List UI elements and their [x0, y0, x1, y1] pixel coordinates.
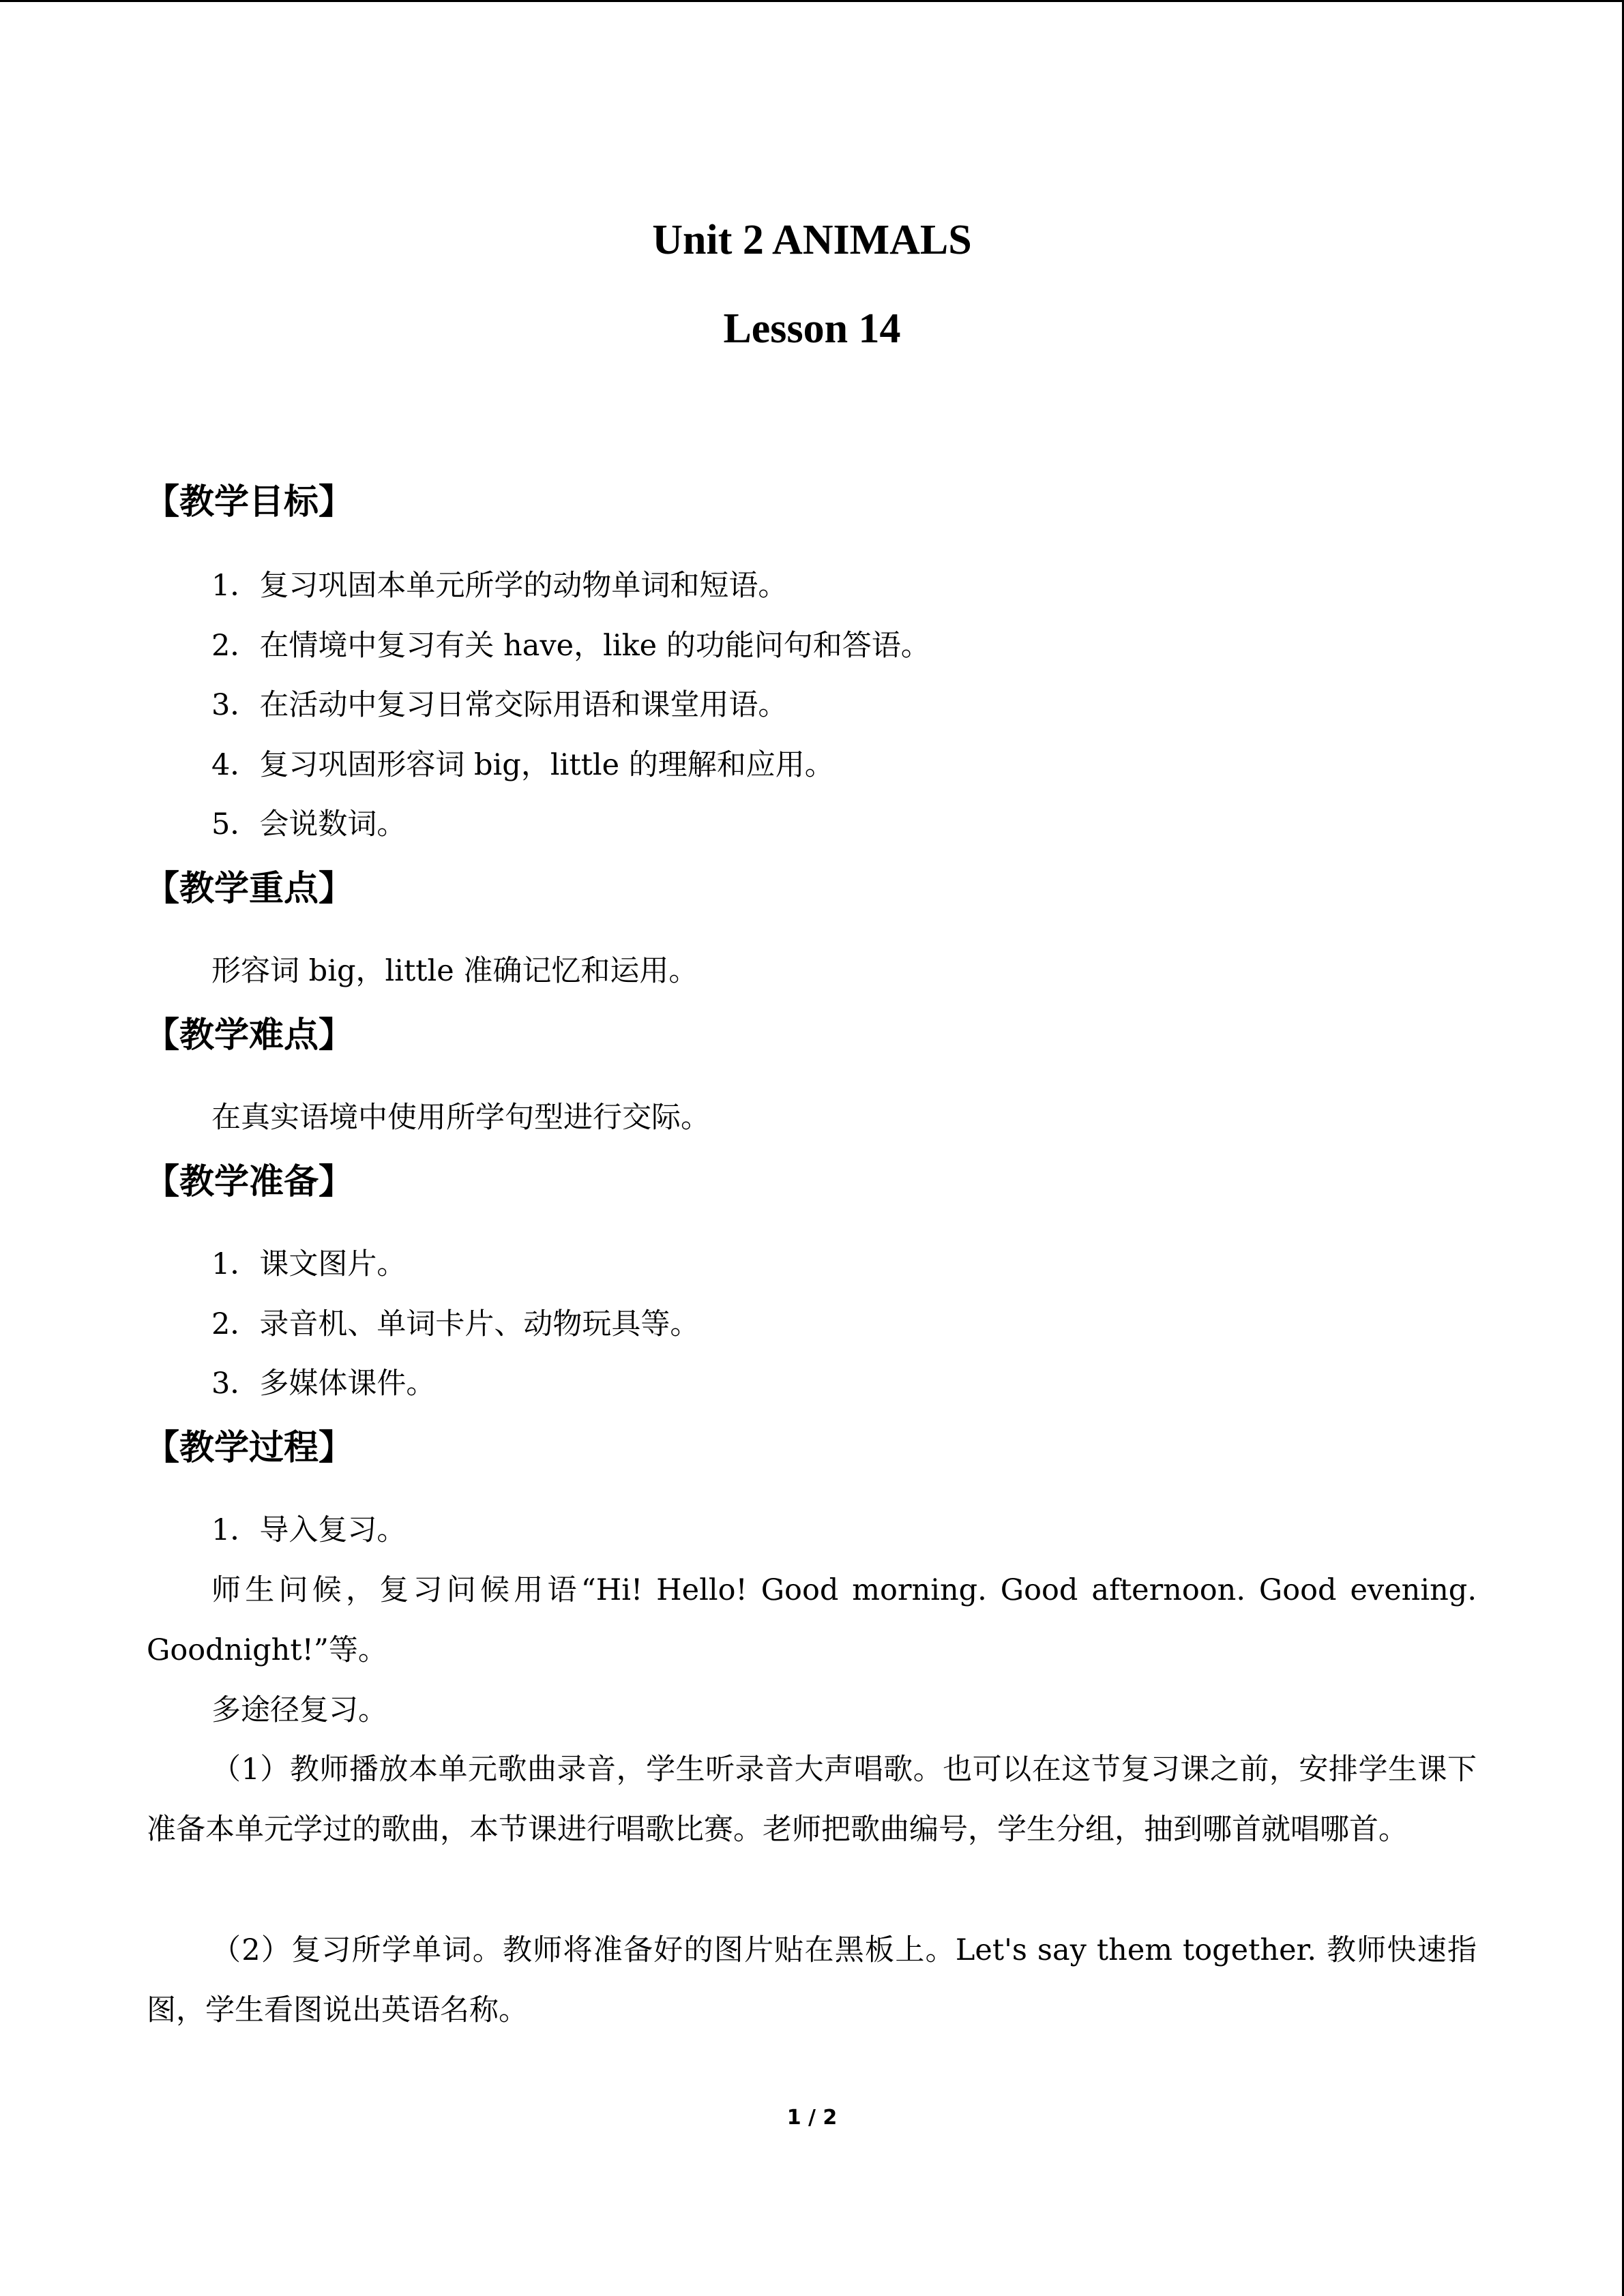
- process-sub-item-1: （1）教师播放本单元歌曲录音，学生听录音大声唱歌。也可以在这节复习课之前，安排学生课下准备本单元学过的歌曲，本节课进行唱歌比赛。老师把歌曲编号，学生分组，抽到哪首就唱哪首。: [147, 1753, 1477, 1847]
- heading-key-points: 【教学重点】: [145, 869, 354, 909]
- difficulties-text: 在真实语境中使用所学句型进行交际。: [211, 1101, 710, 1135]
- objective-item: 3．在活动中复习日常交际用语和课堂用语。: [211, 688, 788, 722]
- preparation-item: 3．多媒体课件。: [211, 1367, 436, 1401]
- process-sub-item-2: （2）复习所学单词。教师将准备好的图片贴在黑板上。Let's say them together. 教师快速指图，学生看图说出英语名称。: [147, 1933, 1477, 2027]
- process-greeting-paragraph: 师生问候，复习问候用语“Hi! Hello! Good morning. Good afternoon. Good evening. Goodnight!”等。: [147, 1573, 1477, 1667]
- preparation-item: 2．录音机、单词卡片、动物玩具等。: [211, 1307, 700, 1341]
- heading-preparation: 【教学准备】: [145, 1162, 354, 1202]
- objective-item: 1．复习巩固本单元所学的动物单词和短语。: [211, 569, 788, 603]
- process-step-1: 1．导入复习。: [211, 1513, 407, 1547]
- objective-item: 4．复习巩固形容词 big，little 的理解和应用。: [211, 748, 834, 782]
- document-title: Unit 2 ANIMALS: [652, 217, 972, 263]
- heading-difficulties: 【教学难点】: [145, 1015, 354, 1056]
- document-subtitle: Lesson 14: [723, 305, 901, 352]
- preparation-item: 1．课文图片。: [211, 1247, 407, 1281]
- page-number: 1 / 2: [786, 2106, 838, 2130]
- heading-process: 【教学过程】: [145, 1428, 354, 1468]
- objective-item: 2．在情境中复习有关 have，like 的功能问句和答语。: [211, 629, 930, 663]
- objective-item: 5．会说数词。: [211, 807, 407, 841]
- key-points-text: 形容词 big，little 准确记忆和运用。: [211, 954, 698, 988]
- heading-objectives: 【教学目标】: [145, 482, 354, 522]
- process-multi-review: 多途径复习。: [211, 1693, 387, 1727]
